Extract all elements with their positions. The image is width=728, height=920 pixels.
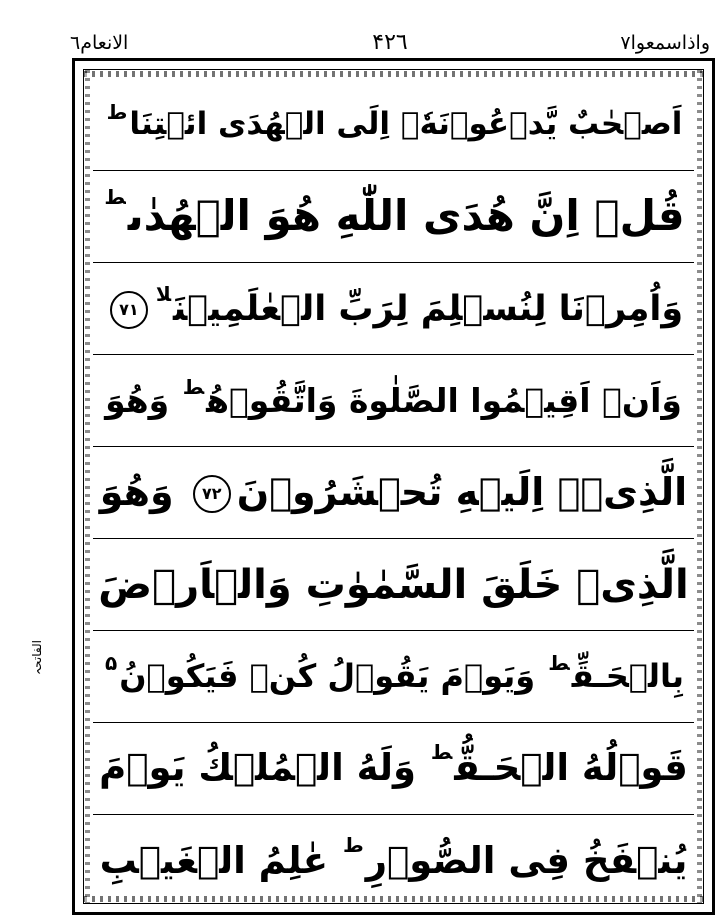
surah-number: ٦ [70,32,81,54]
ornament-border-right [697,70,702,903]
waqf-mark: ط [548,651,570,676]
verse-segment: وَلَهُ الۡمُلۡكُ يَوۡمَ [99,746,416,790]
verse-segment: قُلۡ اِنَّ هُدَى اللّٰهِ هُوَ الۡهُدٰى [127,191,685,241]
ornament-border-top [84,71,703,77]
ornament-border-left [85,70,90,903]
verse-text [104,281,684,330]
verse-end-mark: ۵ [105,651,118,676]
verse-segment: يُنۡفَخُ فِى الصُّوۡرِ [365,838,688,882]
verse-text [102,185,685,241]
surah-name: الانعام [80,32,129,54]
verse-text [100,470,687,516]
verse-text [99,832,688,883]
waqf-mark: ط [104,185,126,210]
waqf-mark: ط [106,99,128,124]
page-header [70,30,710,58]
verse-line [93,263,694,355]
verse-text [99,740,688,790]
waqf-mark: ط [342,832,364,857]
verse-line [93,631,694,723]
page-frame [72,58,715,915]
verse-line [93,171,694,263]
verse-segment: الَّذِىۡ خَلَقَ السَّمٰوٰتِ وَالۡاَرۡضَ [98,561,689,608]
verse-line [93,79,694,171]
verse-segment: عٰلِمُ الۡغَيۡبِ [99,838,329,882]
verse-segment: اَصۡحٰبٌ يَّدۡعُوۡنَهٗۤ اِلَى الۡهُدَى ائۡتِنَا [129,105,683,142]
waqf-mark: ط [182,374,205,399]
ayah-number-marker: ٧١ [110,291,148,329]
verse-line [93,539,694,631]
verse-segment: قَوۡلُهُ الۡحَـقُّ [454,746,688,790]
verse-text [98,561,688,609]
waqf-mark: لا [155,281,172,306]
juz-number: ٧ [620,32,631,54]
verse-segment: الَّذِىۡۤ اِلَيۡهِ تُحۡشَرُوۡنَ [236,469,688,514]
verse-text [105,99,683,143]
verse-segment: وَاُمِرۡنَا لِنُسۡلِمَ لِرَبِّ الۡعٰلَمِيۡنَ [173,288,684,329]
verse-segment: وَيَوۡمَ يَقُوۡلُ كُنۡ فَيَكُوۡنُ [119,657,536,696]
verse-lines [93,79,694,902]
ayah-number-marker: ٧٢ [193,475,231,513]
verse-line [93,723,694,815]
verse-segment: وَهُوَ [99,469,174,514]
verse-line [93,355,694,447]
verse-segment: وَهُوَ [105,380,170,420]
verse-segment: بِالۡحَـقِّ [571,657,684,696]
page-number: ۴٢٦ [372,30,408,55]
margin-note: الفاتحہ [30,640,44,675]
verse-segment: وَاَنۡ اَقِيۡمُوا الصَّلٰوةَ وَاتَّقُوۡهُ [206,380,682,420]
surah-title [70,32,128,54]
juz-name: واذاسمعوا [630,32,710,54]
waqf-mark: ط [430,740,453,765]
verse-text [105,374,682,421]
verse-line [93,815,694,907]
verse-text [103,651,684,696]
verse-line [93,447,694,539]
